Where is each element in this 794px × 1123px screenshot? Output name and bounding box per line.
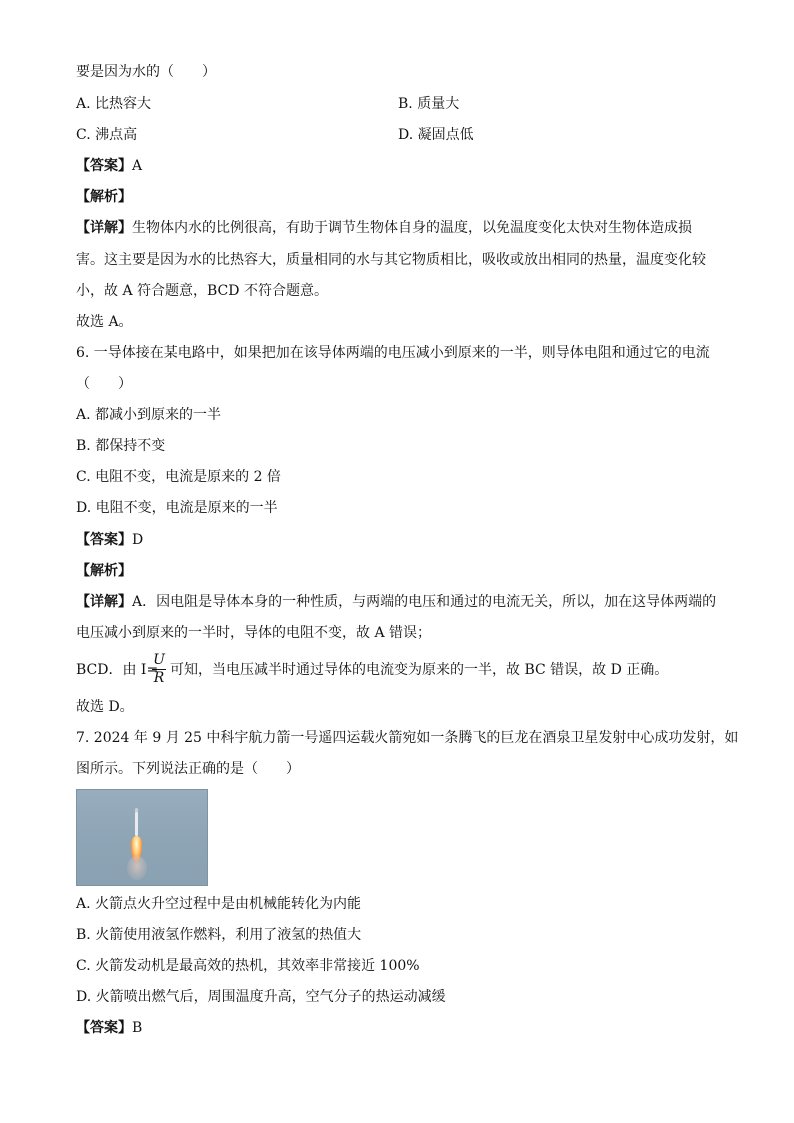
fraction-denominator: R	[153, 670, 165, 686]
answer-value: B	[132, 1020, 143, 1036]
q5-stem-tail: 要是因为水的（ ）	[76, 64, 216, 80]
q5-option-a: A. 比热容大	[76, 96, 152, 112]
q5-option-b: B. 质量大	[398, 96, 460, 112]
detail-text: A．因电阻是导体本身的一种性质，与两端的电压和通过的电流无关，所以，加在这导体两端的	[132, 594, 717, 610]
q6-option-b: B. 都保持不变	[76, 438, 166, 454]
q5-conclusion: 故选 A。	[76, 314, 133, 330]
q6-analysis-tag: 【解析】	[76, 563, 132, 579]
q6-answer	[76, 530, 143, 550]
q7-stem-line-2: 图所示。下列说法正确的是（ ）	[76, 761, 300, 777]
q6-detail-line-3-post: 可知，当电压减半时通过导体的电流变为原来的一半，故 BC 错误，故 D 正确。	[170, 662, 669, 678]
answer-tag: 【答案】	[76, 1020, 132, 1036]
exhaust-plume	[127, 856, 147, 880]
answer-tag: 【答案】	[76, 158, 132, 174]
q7-option-d: D. 火箭喷出燃气后，周围温度升高，空气分子的热运动减缓	[76, 989, 446, 1005]
q6-option-c: C. 电阻不变，电流是原来的 2 倍	[76, 469, 281, 485]
q5-detail-line-2: 害。这主要是因为水的比热容大，质量相同的水与其它物质相比，吸收或放出相同的热量，温度变化较	[76, 252, 706, 268]
q5-answer	[76, 156, 142, 176]
q6-option-a: A. 都减小到原来的一半	[76, 407, 222, 423]
q7-option-c: C. 火箭发动机是最高效的热机，其效率非常接近 100%	[76, 958, 420, 974]
q6-stem-line-1: 6. 一导体接在某电路中，如果把加在该导体两端的电压减小到原来的一半，则导体电阻和通过它的电流	[76, 345, 710, 361]
q6-detail-line-3-pre: BCD．由 I=	[76, 662, 159, 678]
q6-detail-line-2: 电压减小到原来的一半时，导体的电阻不变，故 A 错误；	[76, 625, 432, 641]
q5-analysis-tag: 【解析】	[76, 189, 132, 205]
q7-option-b: B. 火箭使用液氢作燃料，利用了液氢的热值大	[76, 927, 362, 943]
detail-tag: 【详解】	[76, 220, 132, 236]
q5-option-c: C. 沸点高	[76, 127, 138, 143]
q5-detail-line-1	[76, 218, 692, 238]
q7-option-a: A. 火箭点火升空过程中是由机械能转化为内能	[76, 896, 362, 912]
q6-stem-line-2: （ ）	[76, 376, 132, 392]
q6-conclusion: 故选 D。	[76, 699, 134, 715]
q5-detail-line-3: 小，故 A 符合题意，BCD 不符合题意。	[76, 283, 328, 299]
q5-option-d: D. 凝固点低	[398, 127, 474, 143]
answer-value: D	[132, 532, 144, 548]
ohm-law-fraction	[151, 652, 167, 687]
rocket-body	[135, 812, 138, 836]
q6-detail-line-1	[76, 592, 716, 612]
q7-stem-line-1: 7. 2024 年 9 月 25 中科宇航力箭一号遥四运载火箭宛如一条腾飞的巨龙在酒泉卫星发射中心成功发射，如	[76, 730, 739, 746]
detail-text: 生物体内水的比例很高，有助于调节生物体自身的温度，以免温度变化太快对生物体造成损	[132, 220, 692, 236]
q6-option-d: D. 电阻不变，电流是原来的一半	[76, 500, 278, 516]
q7-answer	[76, 1018, 142, 1038]
answer-tag: 【答案】	[76, 532, 132, 548]
fraction-numerator: U	[153, 652, 165, 668]
answer-value: A	[132, 158, 143, 174]
detail-tag: 【详解】	[76, 594, 132, 610]
rocket-launch-photo	[76, 789, 208, 886]
